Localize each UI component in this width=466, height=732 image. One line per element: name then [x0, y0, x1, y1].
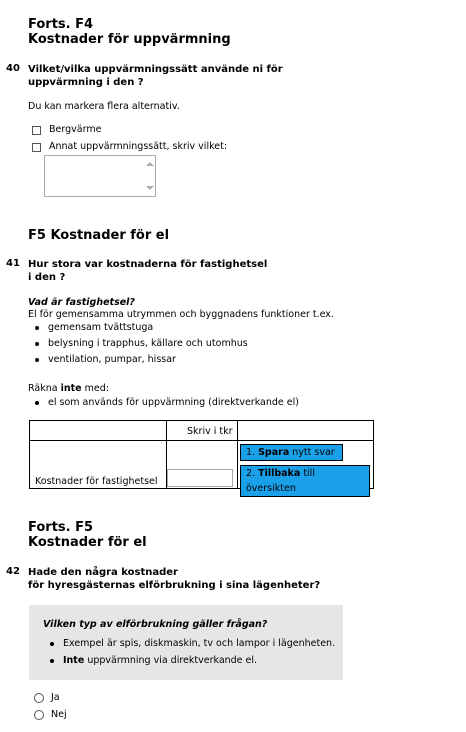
checkbox-annat[interactable] — [32, 143, 41, 152]
info-item: Exempel är spis, diskmaskin, tv och lampor i lägenheten. — [43, 638, 335, 650]
question-40-text — [28, 63, 283, 89]
back-button-num: 2. — [246, 468, 259, 479]
checkbox-bergvarme-label: Bergvärme — [49, 124, 102, 135]
question-42-text-line1: Hade den några kostnader — [28, 567, 178, 578]
radio-nej-label: Nej — [51, 709, 67, 720]
question-41-text-line1: Hur stora var kostnaderna för fastighetsel — [28, 259, 268, 270]
section-f5-cont-header — [28, 520, 147, 550]
other-heating-textarea[interactable] — [44, 155, 156, 197]
section-f4-header-line2: Kostnader för uppvärmning — [28, 32, 231, 47]
exclude-item: el som används för uppvärmning (direktverkande el) — [28, 397, 299, 409]
section-f4-header-line1: Forts. F4 — [28, 17, 94, 32]
info-box — [29, 605, 343, 680]
checkbox-annat-label: Annat uppvärmningssätt, skriv vilket: — [49, 141, 228, 152]
question-40-number: 40 — [6, 63, 20, 74]
textarea-scrollbar[interactable] — [143, 156, 155, 196]
question-42-text-line2: för hyresgästernas elförbrukning i sina lägenheter? — [28, 580, 321, 591]
exclude-prefix: Räkna — [28, 383, 61, 394]
section-f5-cont-header-line2: Kostnader för el — [28, 535, 147, 550]
scroll-up-icon[interactable] — [146, 162, 154, 166]
definition-title: Vad är fastighetsel? — [28, 297, 135, 308]
info-title: Vilken typ av elförbrukning gäller frågan? — [43, 619, 268, 630]
question-41-number: 41 — [6, 258, 20, 269]
question-40-hint: Du kan markera flera alternativ. — [28, 101, 180, 112]
example-item: ventilation, pumpar, hissar — [28, 354, 248, 366]
save-button-rest: nytt svar — [289, 447, 335, 458]
fastighetsel-cost-input[interactable] — [167, 469, 233, 487]
question-40-text-line2: uppvärmning i den ? — [28, 77, 144, 88]
example-item: gemensam tvättstuga — [28, 322, 248, 334]
question-41-text — [28, 258, 267, 284]
exclude-list — [28, 397, 299, 409]
section-f5-header: F5 Kostnader för el — [28, 228, 170, 243]
exclude-suffix: med: — [81, 383, 109, 394]
info-item-bold: Inte — [63, 655, 85, 666]
save-button-num: 1. — [246, 447, 259, 458]
back-button[interactable] — [240, 465, 370, 497]
radio-ja[interactable] — [34, 693, 44, 703]
exclude-heading — [28, 383, 109, 395]
save-button[interactable] — [240, 444, 343, 461]
table-row-label: Kostnader för fastighetsel — [35, 476, 158, 487]
example-item: belysning i trapphus, källare och utomhus — [28, 338, 248, 350]
info-item-rest: uppvärmning via direktverkande el. — [84, 655, 258, 666]
back-button-bold: Tillbaka — [258, 468, 301, 479]
checkbox-bergvarme[interactable] — [32, 126, 41, 135]
radio-ja-label: Ja — [51, 692, 60, 703]
question-40-text-line1: Vilket/vilka uppvärmningssätt använde ni för — [28, 64, 283, 75]
definition-text: El för gemensamma utrymmen och byggnadens funktioner t.ex. — [28, 309, 334, 320]
question-41-text-line2: i den ? — [28, 272, 66, 283]
question-42-text — [28, 566, 320, 592]
definition-examples — [28, 322, 248, 366]
info-item — [43, 655, 335, 667]
save-button-bold: Spara — [258, 447, 290, 458]
back-button-rest: till översikten — [246, 468, 315, 494]
section-f4-header — [28, 17, 231, 47]
info-list — [43, 638, 335, 667]
scroll-down-icon[interactable] — [146, 186, 154, 190]
question-42-number: 42 — [6, 566, 20, 577]
section-f5-cont-header-line1: Forts. F5 — [28, 520, 94, 535]
exclude-bold: inte — [60, 383, 82, 394]
radio-nej[interactable] — [34, 710, 44, 720]
table-column-header: Skriv i tkr — [187, 426, 233, 437]
